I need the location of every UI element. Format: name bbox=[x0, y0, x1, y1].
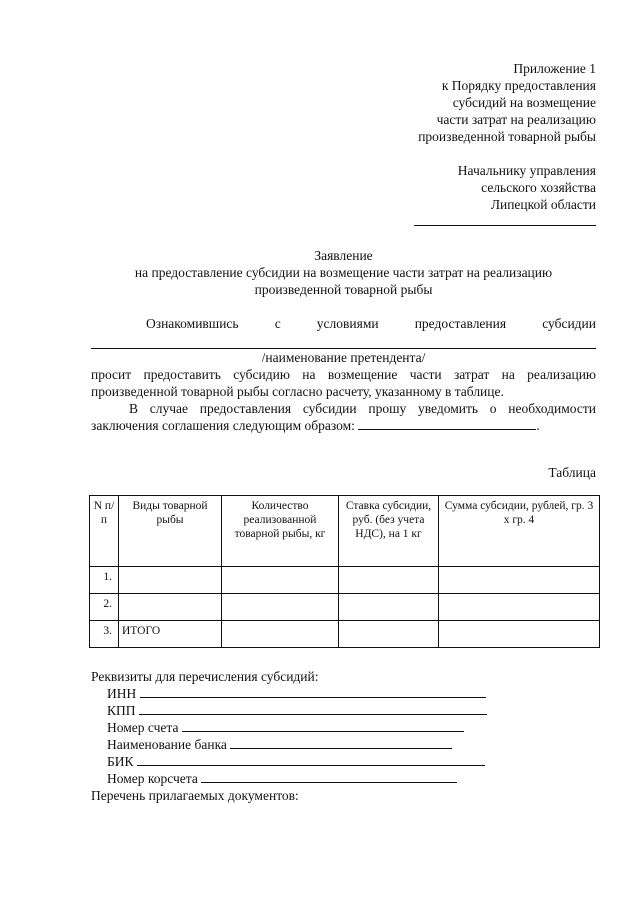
requisite-label: Наименование банка bbox=[107, 737, 227, 752]
table-header-cell: Ставка субсидии, руб. (без учета НДС), на 1 кг bbox=[339, 496, 439, 567]
table-cell bbox=[439, 594, 600, 621]
table-cell bbox=[222, 621, 339, 648]
requisite-label: Номер счета bbox=[107, 720, 179, 735]
notification-text: В случае предоставления субсидии прошу уведомить о необходимости заключения соглашения следующим образом: bbox=[91, 401, 596, 433]
notification-method-line bbox=[358, 417, 536, 430]
requisite-corr-account bbox=[107, 770, 596, 787]
inn-line bbox=[140, 685, 486, 698]
requisite-label: ИНН bbox=[107, 686, 137, 701]
paragraph-request: просит предоставить субсидию на возмещение части затрат на реализацию произведенной товарной рыбы согласно расчету, указанному в таблице. bbox=[91, 367, 596, 399]
table-header-cell: N п/п bbox=[90, 496, 119, 567]
table-row bbox=[90, 567, 600, 594]
applicant-caption: /наименование претендента/ bbox=[261, 350, 426, 365]
bank-line bbox=[230, 736, 452, 749]
table-cell bbox=[339, 567, 439, 594]
addressee-signature-line bbox=[414, 213, 596, 226]
addressee-line: Начальнику управления bbox=[457, 163, 596, 178]
requisite-bank bbox=[107, 736, 596, 753]
table-row bbox=[90, 594, 600, 621]
account-line bbox=[182, 719, 464, 732]
table-cell bbox=[119, 594, 222, 621]
appendix-header bbox=[91, 60, 596, 230]
requisite-kpp bbox=[107, 702, 596, 719]
appendix-line: к Порядку предоставления bbox=[441, 78, 596, 93]
table-cell: 3. bbox=[90, 621, 119, 648]
appendix-line: части затрат на реализацию bbox=[436, 112, 596, 127]
requisite-label: Номер корсчета bbox=[107, 771, 198, 786]
requisites-list bbox=[91, 685, 596, 787]
document-title bbox=[91, 247, 596, 298]
table-cell bbox=[339, 594, 439, 621]
title-line: на предоставление субсидии на возмещение части затрат на реализацию bbox=[134, 265, 553, 280]
paragraph-intro: Ознакомившись с условиями предоставления субсидии bbox=[146, 316, 596, 331]
table-cell bbox=[119, 567, 222, 594]
table-cell: 2. bbox=[90, 594, 119, 621]
table-header-row bbox=[90, 496, 600, 567]
requisite-account bbox=[107, 719, 596, 736]
table-cell bbox=[439, 621, 600, 648]
table-cell bbox=[222, 567, 339, 594]
document-page bbox=[91, 60, 596, 804]
table-row bbox=[90, 621, 600, 648]
table-header-cell: Виды товарной рыбы bbox=[119, 496, 222, 567]
table-cell bbox=[222, 594, 339, 621]
requisite-label: КПП bbox=[107, 703, 136, 718]
appendix-line: Приложение 1 bbox=[513, 61, 596, 76]
corr-account-line bbox=[201, 770, 457, 783]
table-header-cell: Сумма субсидии, рублей, гр. 3 x гр. 4 bbox=[439, 496, 600, 567]
subsidy-table bbox=[89, 495, 600, 648]
requisite-label: БИК bbox=[107, 754, 134, 769]
documents-title: Перечень прилагаемых документов: bbox=[91, 788, 299, 803]
paragraph-notification bbox=[91, 400, 596, 434]
appendix-line: субсидий на возмещение bbox=[452, 95, 596, 110]
requisite-inn bbox=[107, 685, 596, 702]
title-line: Заявление bbox=[314, 248, 373, 263]
table-cell bbox=[439, 567, 600, 594]
table-cell bbox=[339, 621, 439, 648]
requisite-bik bbox=[107, 753, 596, 770]
kpp-line bbox=[139, 702, 487, 715]
table-cell: ИТОГО bbox=[119, 621, 222, 648]
bik-line bbox=[137, 753, 485, 766]
table-caption: Таблица bbox=[548, 465, 596, 480]
addressee-line: Липецкой области bbox=[490, 197, 596, 212]
requisites-title: Реквизиты для перечисления субсидий: bbox=[91, 669, 319, 684]
applicant-name-line bbox=[91, 334, 596, 349]
table-header-cell: Количество реализованной товарной рыбы, кг bbox=[222, 496, 339, 567]
notification-end: . bbox=[536, 418, 540, 433]
appendix-line: произведенной товарной рыбы bbox=[418, 129, 596, 144]
table-cell: 1. bbox=[90, 567, 119, 594]
title-line: произведенной товарной рыбы bbox=[254, 282, 433, 297]
addressee-line: сельского хозяйства bbox=[481, 180, 596, 195]
